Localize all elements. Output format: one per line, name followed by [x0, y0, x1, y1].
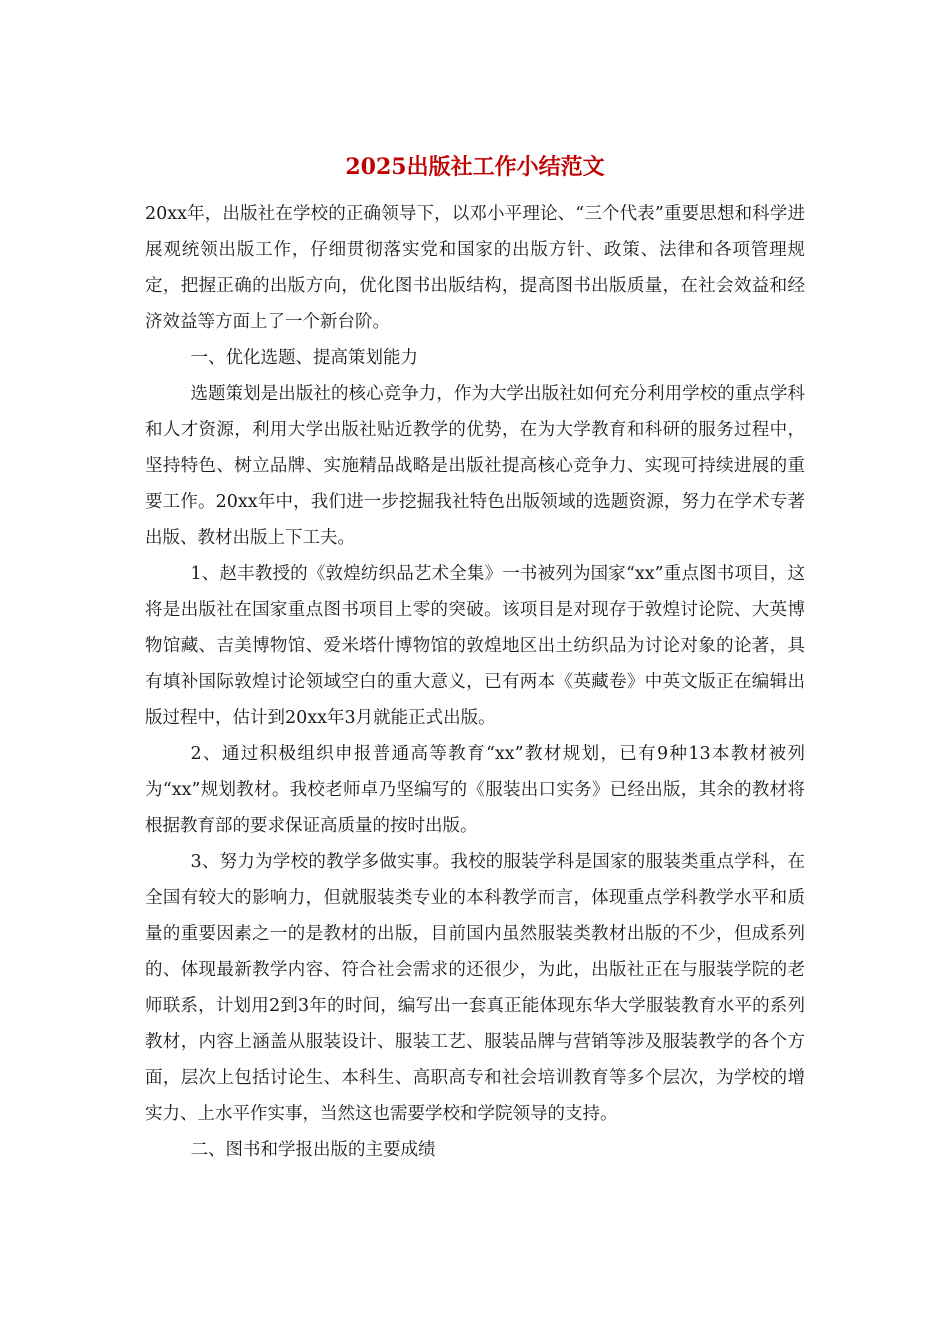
section-heading-1: 一、优化选题、提高策划能力: [190, 348, 418, 368]
paragraph-topic-planning: 选题策划是出版社的核心竞争力，作为大学出版社如何充分利用学校的重点学科和人才资源，利用大学出版社贴近教学的优势，在为大学教育和科研的服务过程中，坚持特色、树立品牌、实施精品战略是出版社提高核心竞争力、实现可持续进展的重要工作。20xx年中，我们进一步挖掘我社特色出版领域的选题资源，努力在学术专著出版、教材出版上下工夫。: [145, 384, 805, 548]
paragraph-item-3: 3、努力为学校的教学多做实事。我校的服装学科是国家的服装类重点学科，在全国有较大的影响力，但就服装类专业的本科教学而言，体现重点学科教学水平和质量的重要因素之一的是教材的出版，目前国内虽然服装类教材出版的不少，但成系列的、体现最新教学内容、符合社会需求的还很少，为此，出版社正在与服装学院的老师联系，计划用2到3年的时间，编写出一套真正能体现东华大学服装教育水平的系列教材，内容上涵盖从服装设计、服装工艺、服装品牌与营销等涉及服装教学的各个方面，层次上包括讨论生、本科生、高职高专和社会培训教育等多个层次，为学校的增实力、上水平作实事，当然这也需要学校和学院领导的支持。: [145, 852, 805, 1124]
paragraph-intro: 20xx年，出版社在学校的正确领导下，以邓小平理论、“三个代表”重要思想和科学进展观统领出版工作，仔细贯彻落实党和国家的出版方针、政策、法律和各项管理规定，把握正确的出版方向，优化图书出版结构，提高图书出版质量，在社会效益和经济效益等方面上了一个新台阶。: [145, 204, 805, 332]
document-body: [145, 196, 805, 1168]
document-title: 2025出版社工作小结范文: [345, 154, 605, 180]
section-heading-2: 二、图书和学报出版的主要成绩: [190, 1140, 436, 1160]
paragraph-item-1: 1、赵丰教授的《敦煌纺织品艺术全集》一书被列为国家“xx”重点图书项目，这将是出版社在国家重点图书项目上零的突破。该项目是对现存于敦煌讨论院、大英博物馆藏、吉美博物馆、爱米塔什博物馆的敦煌地区出土纺织品为讨论对象的论著，具有填补国际敦煌讨论领域空白的重大意义，已有两本《英藏卷》中英文版正在编辑出版过程中，估计到20xx年3月就能正式出版。: [145, 564, 805, 728]
paragraph-item-2: 2、通过积极组织申报普通高等教育“xx”教材规划，已有9种13本教材被列为“xx”规划教材。我校老师卓乃坚编写的《服装出口实务》已经出版，其余的教材将根据教育部的要求保证高质量的按时出版。: [145, 744, 805, 836]
